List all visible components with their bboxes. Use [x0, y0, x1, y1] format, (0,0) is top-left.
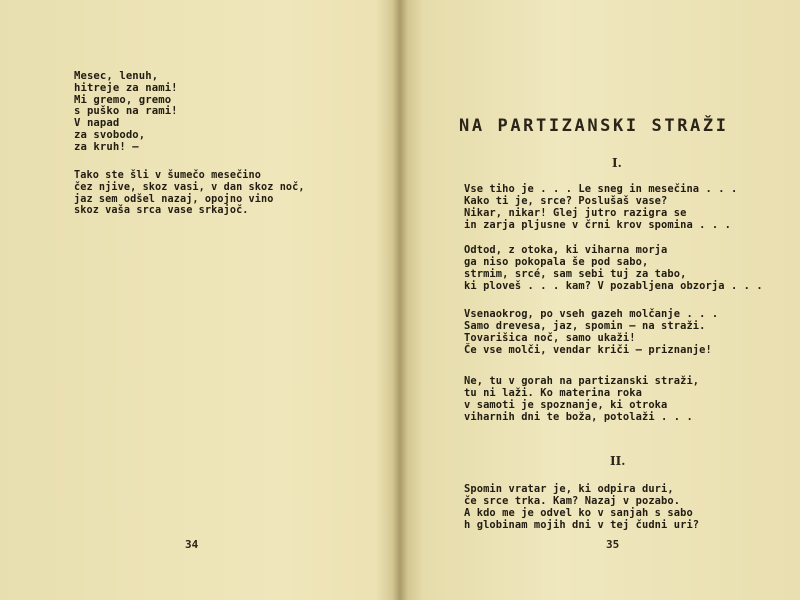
section-heading-2: II. — [610, 454, 626, 468]
poem-line: Vsenaokrog, po vseh gazeh molčanje . . . — [464, 308, 719, 320]
poem-line: Vse tiho je . . . Le sneg in mesečina . . . — [464, 183, 738, 195]
poem-line: A kdo me je odvel ko v sanjah s sabo — [464, 506, 693, 519]
poem-line: za kruh! — — [74, 140, 139, 153]
poem-line: Ne, tu v gorah na partizanski straži, — [464, 375, 700, 387]
poem-line: in zarja pljusne v črni krov spomina . . . — [464, 218, 731, 231]
poem-line: Mesec, lenuh, — [74, 70, 159, 82]
poem-line: V napad — [74, 117, 120, 130]
poem-line: Tako ste šli v šumečo mesečino — [74, 170, 262, 181]
poem-line: čez njive, skoz vasi, v dan skoz noč, — [74, 181, 305, 193]
poem-line: Spomin vratar je, ki odpira duri, — [464, 483, 674, 495]
left-page — [0, 0, 396, 600]
right-page — [404, 0, 800, 600]
poem-line: Mi gremo, gremo — [74, 93, 172, 106]
poem-line: če srce trka. Kam? Nazaj v pozabo. — [464, 494, 681, 507]
right-stanza-2 — [464, 245, 763, 293]
poem-line: Odtod, z otoka, ki viharna morja — [464, 244, 668, 256]
poem-line: Tovarišica noč, samo ukaži! — [464, 331, 636, 344]
right-stanza-5 — [464, 484, 699, 532]
page-number-right: 35 — [606, 538, 620, 551]
poem-line: hitreje za nami! — [74, 81, 178, 94]
poem-line: ki ploveš . . . kam? V pozabljena obzorja . . . — [464, 279, 763, 292]
poem-line: skoz vaša srca vase srkajoč. — [74, 205, 249, 217]
right-stanza-1 — [464, 184, 737, 232]
poem-line: s puško na rami! — [74, 105, 178, 118]
poem-line: h globinam mojih dni v tej čudni uri? — [464, 518, 700, 531]
poem-line: Nikar, nikar! Glej jutro razigra se — [464, 206, 687, 219]
right-stanza-4 — [464, 376, 699, 424]
poem-line: viharnih dni te boža, potolaži . . . — [464, 410, 693, 423]
left-stanza-1 — [74, 71, 178, 154]
poem-line: jaz sem odšel nazaj, opojno vino — [74, 193, 274, 205]
poem-line: v samoti je spoznanje, ki otroka — [464, 398, 668, 411]
poem-line: za svobodo, — [74, 128, 146, 141]
section-heading-1: I. — [612, 156, 622, 170]
poem-line: ga niso pokopala še pod sabo, — [464, 255, 649, 268]
left-stanza-2 — [74, 170, 305, 217]
poem-title: NA PARTIZANSKI STRAŽI — [459, 116, 729, 136]
page-number-left: 34 — [185, 538, 199, 551]
poem-line: Če vse molči, vendar kriči — priznanje! — [464, 343, 712, 356]
poem-line: tu ni laži. Ko materina roka — [464, 386, 642, 399]
right-stanza-3 — [464, 309, 718, 357]
poem-line: Kako ti je, srce? Poslušaš vase? — [464, 194, 668, 207]
poem-line: Samo drevesa, jaz, spomin — na straži. — [464, 319, 706, 332]
poem-line: strmim, srcé, sam sebi tuj za tabo, — [464, 267, 687, 280]
